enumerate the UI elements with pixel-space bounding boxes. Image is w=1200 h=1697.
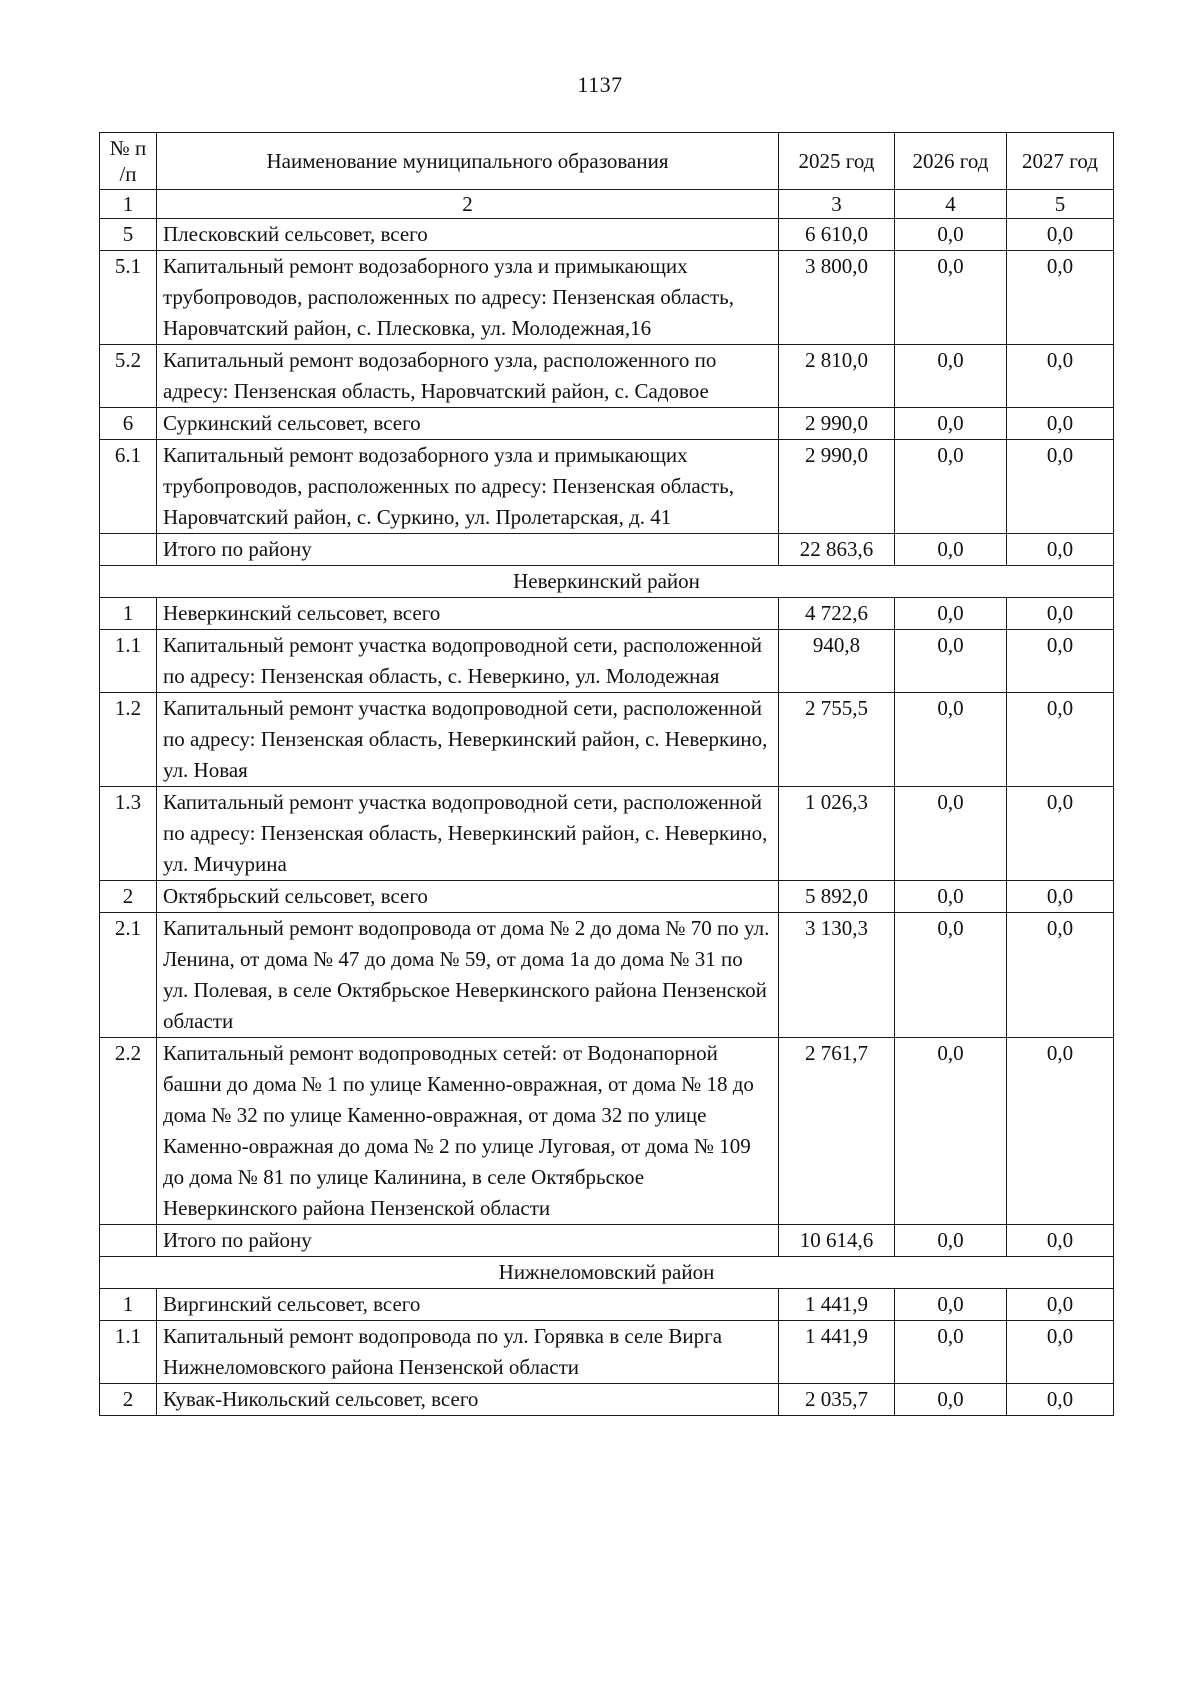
row-number: 2 [100, 1384, 157, 1416]
row-number: 1 [100, 598, 157, 630]
row-name: Кувак-Никольский сельсовет, всего [157, 1384, 779, 1416]
value-2027: 0,0 [1007, 1038, 1114, 1225]
table-row [100, 913, 1114, 1038]
row-name: Плесковский сельсовет, всего [157, 219, 779, 251]
row-number: 1.2 [100, 693, 157, 787]
value-2025: 1 441,9 [779, 1289, 895, 1321]
value-2026: 0,0 [895, 1225, 1007, 1257]
value-2025: 3 800,0 [779, 251, 895, 345]
table-row [100, 534, 1114, 566]
value-2027: 0,0 [1007, 913, 1114, 1038]
value-2025: 5 892,0 [779, 881, 895, 913]
value-2025: 2 990,0 [779, 440, 895, 534]
table-row [100, 881, 1114, 913]
value-2026: 0,0 [895, 1289, 1007, 1321]
column-number: 1 [100, 190, 157, 219]
header-2025: 2025 год [779, 133, 895, 190]
value-2026: 0,0 [895, 1384, 1007, 1416]
row-name: Капитальный ремонт водозаборного узла, расположенного по адресу: Пензенская область, Наровчатский район, с. Садовое [157, 345, 779, 408]
value-2026: 0,0 [895, 693, 1007, 787]
table-row [100, 693, 1114, 787]
table-row [100, 219, 1114, 251]
value-2025: 4 722,6 [779, 598, 895, 630]
header-num: № п /п [100, 133, 157, 190]
value-2026: 0,0 [895, 345, 1007, 408]
value-2025: 1 441,9 [779, 1321, 895, 1384]
table-row [100, 1384, 1114, 1416]
column-number: 3 [779, 190, 895, 219]
value-2027: 0,0 [1007, 693, 1114, 787]
value-2027: 0,0 [1007, 251, 1114, 345]
value-2027: 0,0 [1007, 440, 1114, 534]
row-number: 2.1 [100, 913, 157, 1038]
value-2027: 0,0 [1007, 630, 1114, 693]
value-2025: 2 035,7 [779, 1384, 895, 1416]
table-row [100, 1038, 1114, 1225]
row-number: 1.1 [100, 630, 157, 693]
row-name: Капитальный ремонт водозаборного узла и примыкающих трубопроводов, расположенных по адресу: Пензенская область, Наровчатский район, с. Суркино, ул. Пролетарская, д. 41 [157, 440, 779, 534]
table-row [100, 345, 1114, 408]
value-2027: 0,0 [1007, 881, 1114, 913]
row-name: Капитальный ремонт участка водопроводной сети, расположенной по адресу: Пензенская область, Неверкинский район, с. Неверкино, ул. Новая [157, 693, 779, 787]
table-row [100, 251, 1114, 345]
row-name: Капитальный ремонт водопровода по ул. Горявка в селе Вирга Нижнеломовского района Пензенской области [157, 1321, 779, 1384]
value-2026: 0,0 [895, 1321, 1007, 1384]
row-number: 5 [100, 219, 157, 251]
table-row [100, 787, 1114, 881]
value-2025: 2 755,5 [779, 693, 895, 787]
header-2026: 2026 год [895, 133, 1007, 190]
value-2025: 22 863,6 [779, 534, 895, 566]
row-number: 2.2 [100, 1038, 157, 1225]
column-number: 5 [1007, 190, 1114, 219]
column-number: 2 [157, 190, 779, 219]
row-number: 6 [100, 408, 157, 440]
page-number: 1137 [577, 72, 623, 97]
table-row [100, 630, 1114, 693]
value-2026: 0,0 [895, 598, 1007, 630]
row-name: Капитальный ремонт водопровода от дома № 2 до дома № 70 по ул. Ленина, от дома № 47 до дома № 59, от дома 1а до дома № 31 по ул. Полевая, в селе Октябрьское Неверкинского района Пензенской области [157, 913, 779, 1038]
value-2026: 0,0 [895, 251, 1007, 345]
value-2026: 0,0 [895, 219, 1007, 251]
value-2025: 10 614,6 [779, 1225, 895, 1257]
district-name: Неверкинский район [100, 566, 1114, 598]
value-2025: 2 761,7 [779, 1038, 895, 1225]
row-name: Капитальный ремонт участка водопроводной сети, расположенной по адресу: Пензенская область, с. Неверкино, ул. Молодежная [157, 630, 779, 693]
value-2027: 0,0 [1007, 219, 1114, 251]
table-row [100, 440, 1114, 534]
value-2027: 0,0 [1007, 408, 1114, 440]
value-2026: 0,0 [895, 787, 1007, 881]
value-2027: 0,0 [1007, 787, 1114, 881]
funding-table [99, 132, 1114, 1416]
row-number: 1 [100, 1289, 157, 1321]
value-2026: 0,0 [895, 408, 1007, 440]
value-2025: 2 810,0 [779, 345, 895, 408]
row-name: Суркинский сельсовет, всего [157, 408, 779, 440]
row-name: Капитальный ремонт водозаборного узла и примыкающих трубопроводов, расположенных по адресу: Пензенская область, Наровчатский район, с. Плесковка, ул. Молодежная,16 [157, 251, 779, 345]
value-2026: 0,0 [895, 440, 1007, 534]
value-2027: 0,0 [1007, 534, 1114, 566]
row-number: 2 [100, 881, 157, 913]
row-number: 1.1 [100, 1321, 157, 1384]
value-2025: 6 610,0 [779, 219, 895, 251]
row-number: 1.3 [100, 787, 157, 881]
district-header-row [100, 1257, 1114, 1289]
value-2026: 0,0 [895, 881, 1007, 913]
value-2027: 0,0 [1007, 345, 1114, 408]
table-row [100, 408, 1114, 440]
row-name: Виргинский сельсовет, всего [157, 1289, 779, 1321]
value-2026: 0,0 [895, 913, 1007, 1038]
value-2026: 0,0 [895, 630, 1007, 693]
table-row [100, 598, 1114, 630]
value-2027: 0,0 [1007, 1289, 1114, 1321]
table-row [100, 1321, 1114, 1384]
row-name: Итого по району [157, 1225, 779, 1257]
row-name: Итого по району [157, 534, 779, 566]
row-number: 6.1 [100, 440, 157, 534]
table-row [100, 1225, 1114, 1257]
district-header-row [100, 566, 1114, 598]
table-header-row [100, 133, 1114, 190]
header-2027: 2027 год [1007, 133, 1114, 190]
column-number: 4 [895, 190, 1007, 219]
district-name: Нижнеломовский район [100, 1257, 1114, 1289]
value-2027: 0,0 [1007, 598, 1114, 630]
value-2025: 2 990,0 [779, 408, 895, 440]
value-2027: 0,0 [1007, 1384, 1114, 1416]
row-number: 5.1 [100, 251, 157, 345]
column-number-row [100, 190, 1114, 219]
row-name: Неверкинский сельсовет, всего [157, 598, 779, 630]
value-2027: 0,0 [1007, 1321, 1114, 1384]
row-name: Октябрьский сельсовет, всего [157, 881, 779, 913]
value-2027: 0,0 [1007, 1225, 1114, 1257]
table-body [100, 219, 1114, 1416]
row-number [100, 1225, 157, 1257]
row-number: 5.2 [100, 345, 157, 408]
row-name: Капитальный ремонт участка водопроводной сети, расположенной по адресу: Пензенская область, Неверкинский район, с. Неверкино, ул. Мичурина [157, 787, 779, 881]
value-2026: 0,0 [895, 1038, 1007, 1225]
header-name: Наименование муниципального образования [157, 133, 779, 190]
table-row [100, 1289, 1114, 1321]
value-2025: 1 026,3 [779, 787, 895, 881]
value-2025: 3 130,3 [779, 913, 895, 1038]
value-2026: 0,0 [895, 534, 1007, 566]
row-number [100, 534, 157, 566]
value-2025: 940,8 [779, 630, 895, 693]
row-name: Капитальный ремонт водопроводных сетей: от Водонапорной башни до дома № 1 по улице Каменно-овражная, от дома № 18 до дома № 32 по улице Каменно-овражная, от дома 32 по улице Каменно-овражная до дома № 2 по улице Луговая, от дома № 109 до дома № 81 по улице Калинина, в селе Октябрьское Неверкинского района Пензенской области [157, 1038, 779, 1225]
